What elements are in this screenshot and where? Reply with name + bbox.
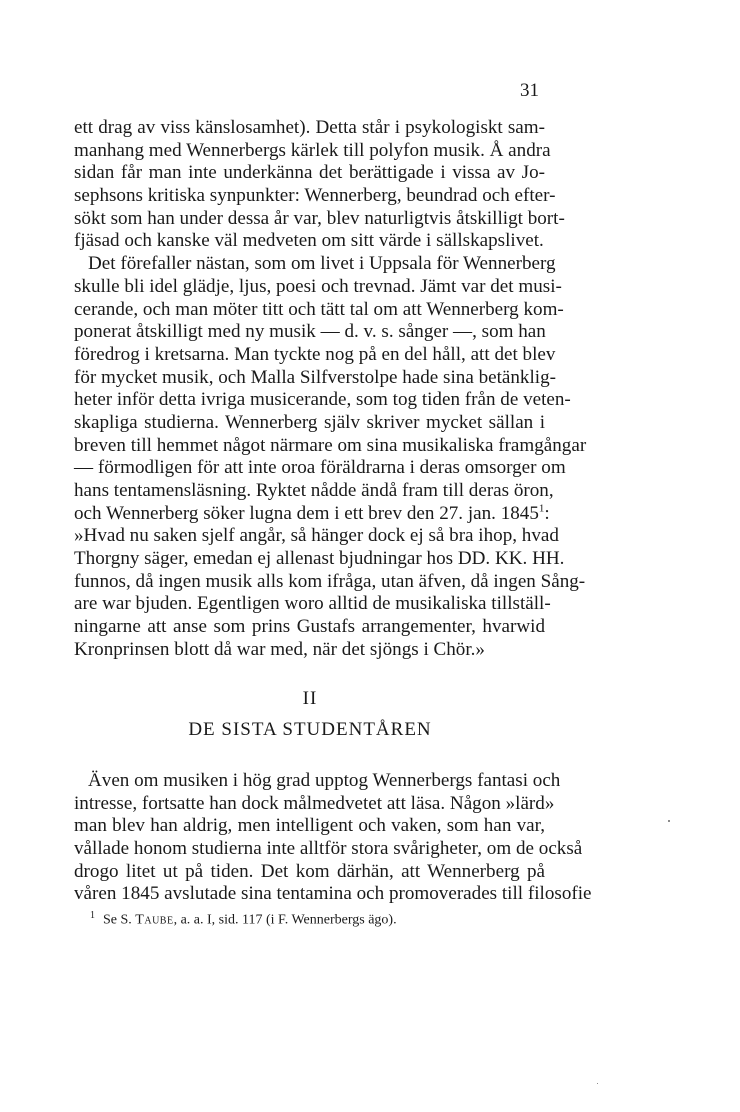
text-line: sephsons kritiska synpunkter: Wennerberg, beundrad och efter-: [74, 185, 556, 207]
text-line: man blev han aldrig, men intelligent och vaken, som han var,: [74, 815, 545, 837]
text-line: breven till hemmet något närmare om sina musikaliska framgångar: [74, 434, 587, 456]
text-line: skapliga studierna. Wennerberg själv skriver mycket sällan i: [74, 411, 545, 433]
text-line: för mycket musik, och Malla Silfverstolpe hade sina betänklig-: [74, 366, 556, 388]
text-line: Thorgny säger, emedan ej allenast bjudningar hos DD. KK. HH.: [74, 548, 565, 570]
text-line: are war bjuden. Egentligen woro alltid de musikaliska tillställ-: [74, 593, 551, 615]
section-numeral: II: [302, 688, 318, 709]
text-span: och Wennerberg söker lugna dem i ett brev den 27. jan. 1845: [74, 502, 539, 524]
text-line: hans tentamensläsning. Ryktet nådde ändå fram till deras öron,: [74, 480, 554, 501]
text-line-with-footnote-ref: [74, 502, 550, 526]
text-line: Det förefaller nästan, som om livet i Uppsala för Wennerberg: [88, 253, 556, 275]
text-line: våren 1845 avslutade sina tentamina och promoverades till filosofie: [74, 883, 592, 905]
text-line: ett drag av viss känslosamhet). Detta står i psykologiskt sam-: [74, 117, 545, 138]
text-line: fjäsad och kanske väl medveten om sitt värde i sällskapslivet.: [74, 230, 544, 252]
footnote-citation: , a. a. I, sid. 117 (i F. Wennerbergs ägo).: [173, 912, 397, 928]
footnote-reference[interactable]: 1: [538, 502, 545, 515]
text-line: Kronprinsen blott då war med, när det sjöngs i Chör.»: [74, 638, 485, 660]
footnote-author: Taube: [135, 912, 174, 928]
text-line: ponerat åtskilligt med ny musik — d. v. s. sånger —, som han: [74, 321, 546, 343]
text-line: »Hvad nu saken sjelf angår, så hänger dock ej så bra ihop, hvad: [74, 525, 559, 547]
text-line: heter inför detta ivriga musicerande, som tog tiden från de veten-: [74, 389, 571, 411]
text-line: — förmodligen för att inte oroa föräldrarna i deras omsorger om: [74, 457, 566, 479]
text-line: sökt som han under dessa år var, blev naturligtvis åtskilligt bort-: [74, 207, 565, 229]
footnote-prefix: Se S.: [103, 912, 132, 928]
text-line: vållade honom studierna inte alltför stora svårigheter, om de också: [74, 838, 583, 860]
text-line: manhang med Wennerbergs kärlek till polyfon musik. Å andra: [74, 139, 551, 161]
text-line: sidan får man inte underkänna det berättigade i vissa av Jo-: [74, 162, 545, 184]
text-line: cerande, och man möter titt och tätt tal om att Wennerberg kom-: [74, 298, 564, 320]
text-line: ningarne att anse som prins Gustafs arrangementer, hvarwid: [74, 616, 545, 638]
scan-speck: [597, 1083, 598, 1084]
text-line: föredrog i kretsarna. Man tyckte nog på en del håll, att det blev: [74, 343, 556, 365]
scan-speck: [668, 820, 670, 822]
text-line: drogo litet ut på tiden. Det kom därhän, att Wennerberg på: [74, 860, 545, 882]
text-span: :: [544, 502, 550, 524]
footnote: [90, 907, 397, 930]
footnote-marker: 1: [90, 910, 95, 921]
text-line: skulle bli idel glädje, ljus, poesi och trevnad. Jämt var det musi-: [74, 275, 562, 297]
text-line: intresse, fortsatte han dock målmedvetet att läsa. Någon »lärd»: [74, 792, 555, 814]
page-number: 31: [520, 80, 539, 101]
body-text-lower: [74, 770, 592, 906]
section-title: DE SISTA STUDENTÅREN: [188, 719, 432, 740]
text-line: Även om musiken i hög grad upptog Wennerbergs fantasi och: [88, 770, 561, 791]
body-text-upper: [74, 117, 587, 662]
text-line: funnos, då ingen musik alls kom ifråga, utan äfven, då ingen Sång-: [74, 570, 586, 592]
